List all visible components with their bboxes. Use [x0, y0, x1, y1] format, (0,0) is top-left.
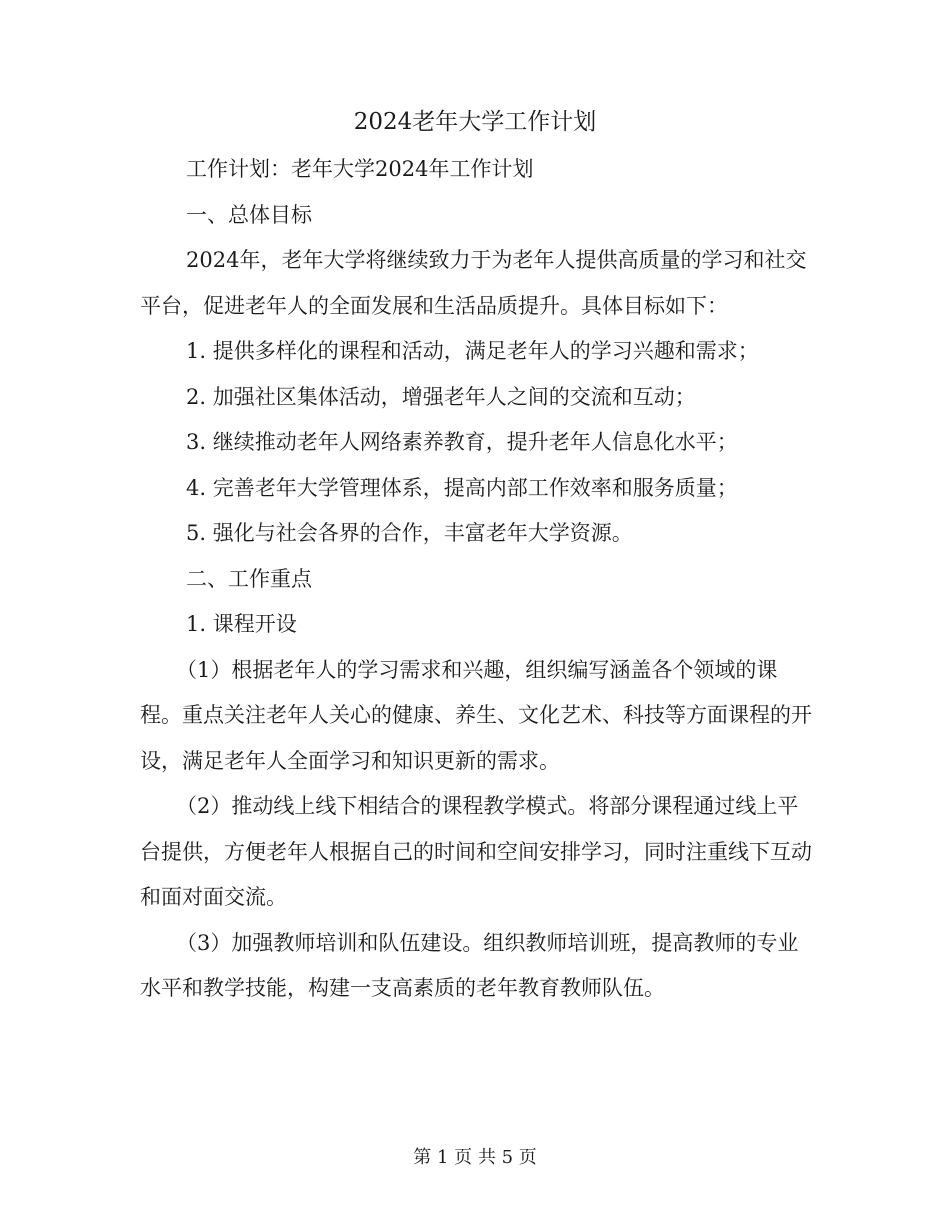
section-heading-overall-goals: 一、总体目标: [186, 202, 312, 227]
paragraph-subtitle: 工作计划：老年大学2024年工作计划: [186, 157, 534, 181]
section-heading-work-focus: 二、工作重点: [186, 566, 312, 591]
document-body: [140, 147, 812, 1012]
paragraph-courses-1: （1）根据老年人的学习需求和兴趣，组织编写涵盖各个领域的课程。重点关注老年人关心的健康、养生、文化艺术、科技等方面课程的开设，满足老年人全面学习和知识更新的需求。: [140, 657, 812, 773]
page-footer: 第 1 页 共 5 页: [413, 1147, 537, 1168]
list-item-goal-1: 1. 提供多样化的课程和活动，满足老年人的学习兴趣和需求；: [186, 339, 759, 363]
list-item-goal-5: 5. 强化与社会各界的合作，丰富老年大学资源。: [186, 521, 633, 545]
subsection-heading-courses: 1. 课程开设: [186, 612, 297, 636]
paragraph-courses-2: （2）推动线上线下相结合的课程教学模式。将部分课程通过线上平台提供，方便老年人根据自己的时间和空间安排学习，同时注重线下互动和面对面交流。: [140, 794, 812, 909]
paragraph-goals-intro: 2024年，老年大学将继续致力于为老年人提供高质量的学习和社交平台，促进老年人的全面发展和生活品质提升。具体目标如下：: [140, 248, 807, 318]
list-item-goal-4: 4. 完善老年大学管理体系，提高内部工作效率和服务质量；: [186, 475, 738, 500]
list-item-goal-2: 2. 加强社区集体活动，增强老年人之间的交流和互动；: [186, 384, 696, 409]
paragraph-courses-3: （3）加强教师培训和队伍建设。组织教师培训班，提高教师的专业水平和教学技能，构建一支高素质的老年教育教师队伍。: [140, 930, 799, 1000]
list-item-goal-3: 3. 继续推动老年人网络素养教育，提升老年人信息化水平；: [186, 430, 738, 454]
document-title: 2024老年大学工作计划: [353, 109, 597, 135]
